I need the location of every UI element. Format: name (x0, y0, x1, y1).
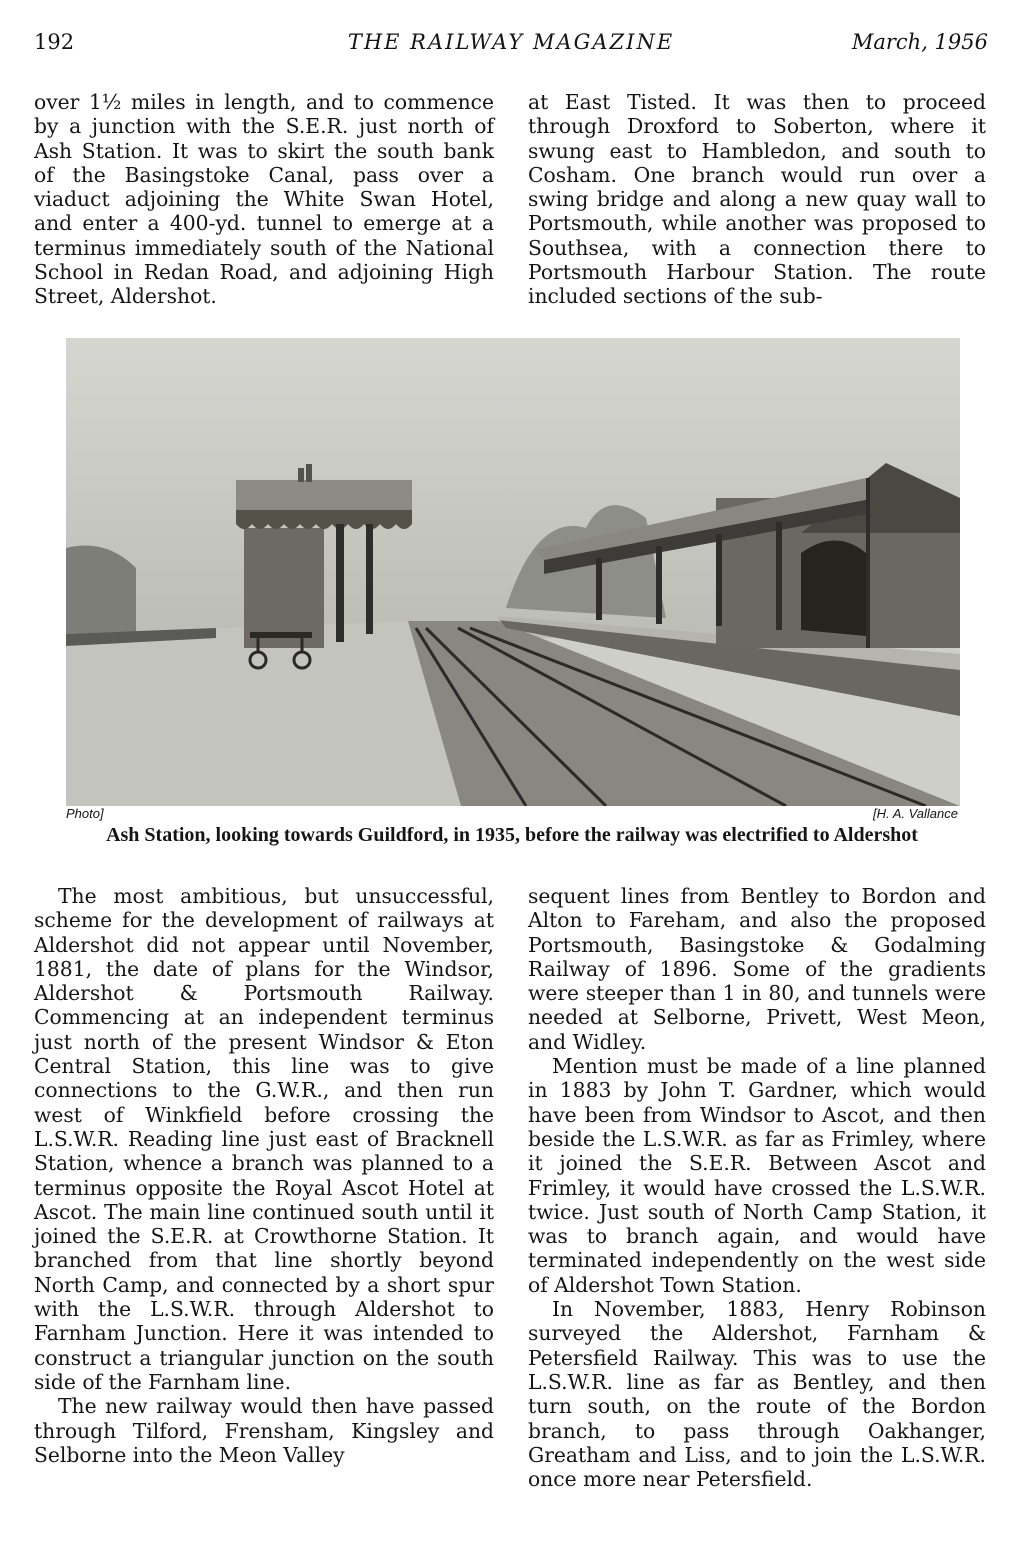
issue-date: March, 1956 (851, 30, 988, 54)
paragraph: In November, 1883, Henry Robinson surveyed the Aldershot, Farnham & Petersfield Railway. This was to use the L.S.W.R. line as far as Bentley, and then turn south, on the route of the Bordon branch, to pass through Oakhanger, Greatham and Liss, and to join the L.S.W.R. once more near Petersfield. (528, 1297, 986, 1492)
top-right-column (528, 90, 986, 309)
photo-caption: Ash Station, looking towards Guildford, in 1935, before the railway was electrified to Aldershot (106, 824, 918, 846)
paragraph: over 1½ miles in length, and to commence by a junction with the S.E.R. just north of Ash Station. It was to skirt the south bank of the Basingstoke Canal, pass over a viaduct adjoining the White Swan Hotel, and enter a 400-yd. tunnel to emerge at a terminus immediately south of the National School in Redan Road, and adjoining High Street, Aldershot. (34, 90, 494, 309)
bottom-right-column (528, 884, 986, 1491)
photo-credit-label: Photo] (66, 806, 104, 821)
station-photograph (66, 338, 960, 806)
magazine-title: THE RAILWAY MAGAZINE (347, 30, 675, 54)
paragraph: Mention must be made of a line planned in 1883 by John T. Gardner, which would have been from Windsor to Ascot, and then beside the L.S.W.R. as far as Frimley, where it joined the S.E.R. Between Ascot and Frimley, it would have crossed the L.S.W.R. twice. Just south of North Camp Station, it was to branch again, and would have terminated independently on the west side of Aldershot Town Station. (528, 1054, 986, 1297)
paragraph: The new railway would then have passed through Tilford, Frensham, Kingsley and Selborne into the Meon Valley (34, 1394, 494, 1467)
page-number: 192 (34, 30, 75, 54)
page-header (34, 30, 988, 60)
paragraph: at East Tisted. It was then to proceed through Droxford to Soberton, where it swung east to Hambledon, and south to Cosham. One branch would run over a swing bridge and along a new quay wall to Portsmouth, while another was proposed to Southsea, with a connection there to Portsmouth Harbour Station. The route included sections of the sub- (528, 90, 986, 309)
photographer-credit: [H. A. Vallance (872, 806, 958, 821)
bottom-left-column (34, 884, 494, 1467)
top-left-column (34, 90, 494, 309)
paragraph: The most ambitious, but unsuccessful, scheme for the development of railways at Aldershot did not appear until November, 1881, the date of plans for the Windsor, Aldershot & Portsmouth Railway. Commencing at an independent terminus just north of the present Windsor & Eton Central Station, this line was to give connections to the G.W.R., and then run west of Winkfield before crossing the L.S.W.R. Reading line just east of Bracknell Station, whence a branch was planned to a terminus opposite the Royal Ascot Hotel at Ascot. The main line continued south until it joined the S.E.R. at Crowthorne Station. It branched from that line shortly beyond North Camp, and connected by a short spur with the L.S.W.R. through Aldershot to Farnham Junction. Here it was intended to construct a triangular junction on the south side of the Farnham line. (34, 884, 494, 1394)
paragraph: sequent lines from Bentley to Bordon and Alton to Fareham, and also the proposed Portsmouth, Basingstoke & Godalming Railway of 1896. Some of the gradients were steeper than 1 in 80, and tunnels were needed at Selborne, Privett, West Meon, and Widley. (528, 884, 986, 1054)
